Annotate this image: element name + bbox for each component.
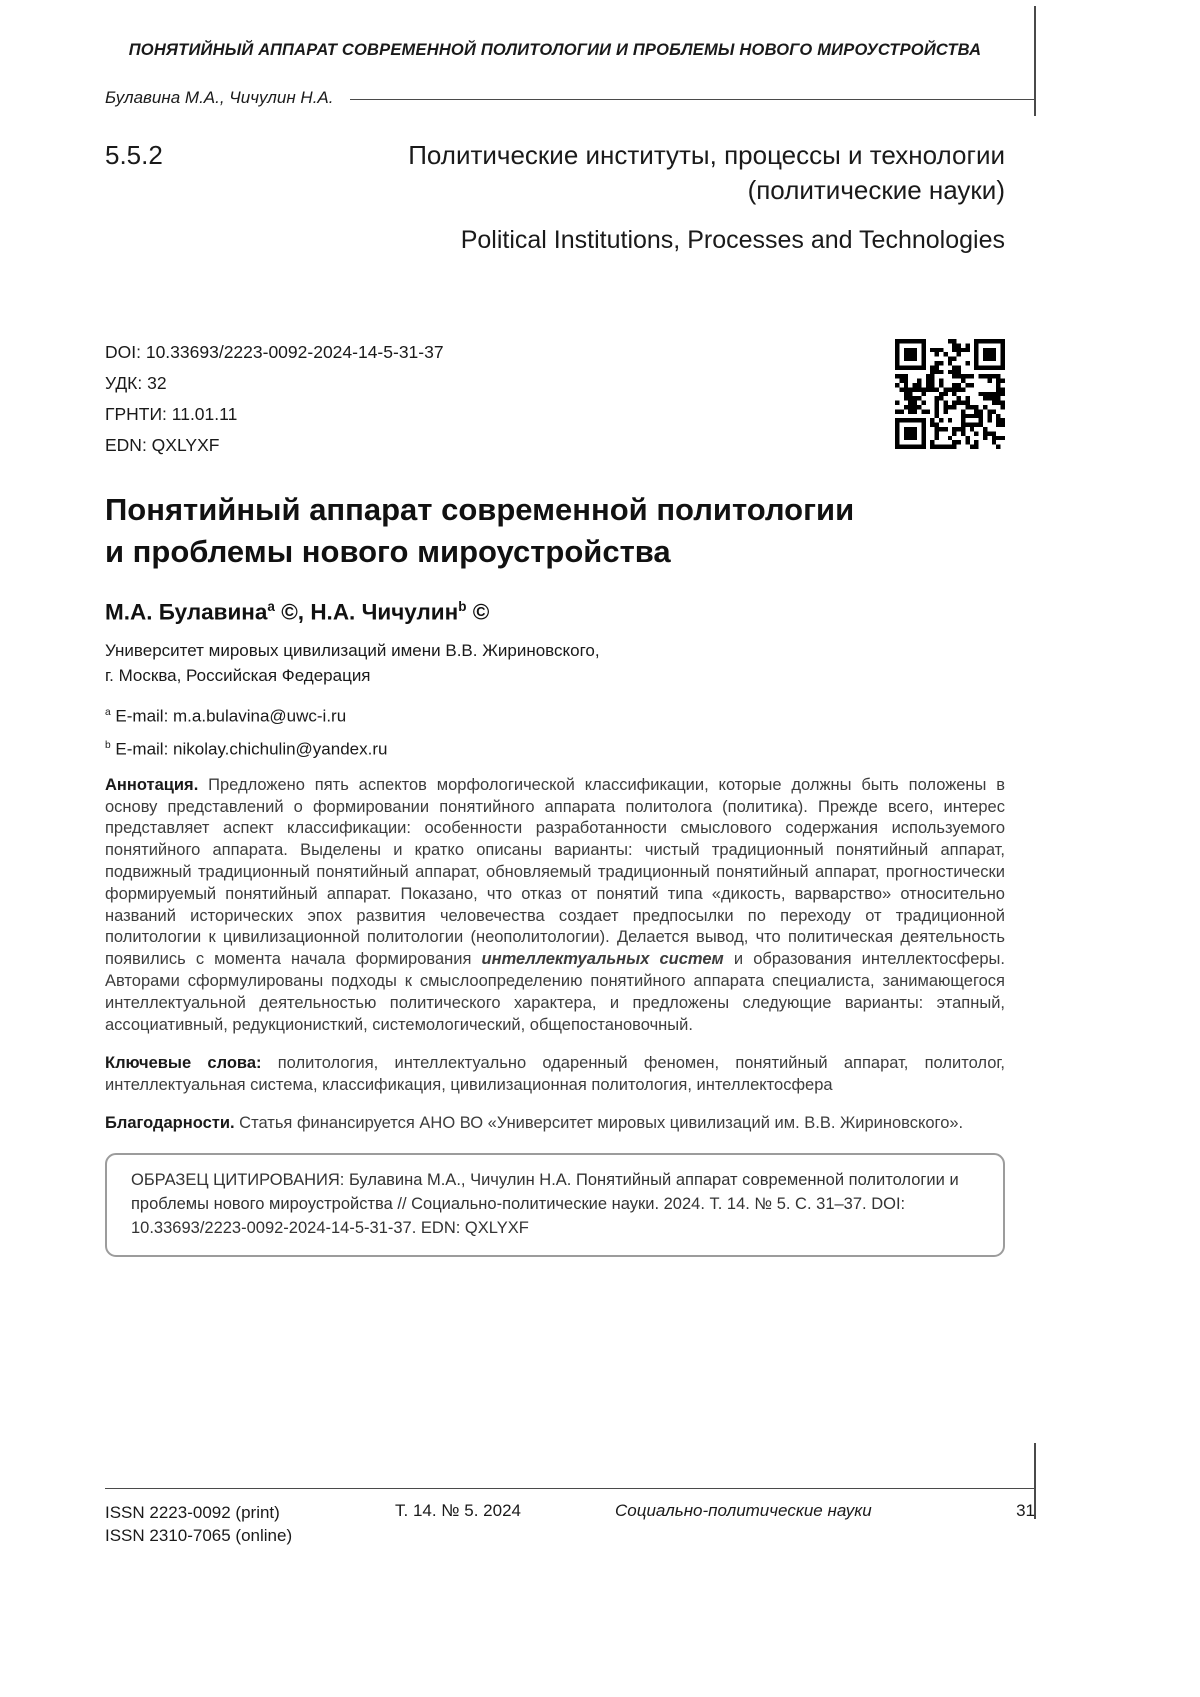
email-b-text: E-mail: nikolay.chichulin@yandex.ru	[115, 739, 388, 759]
affiliation	[105, 638, 1005, 688]
edn-line: EDN: QXLYXF	[105, 435, 220, 455]
affiliation-line1: Университет мировых цивилизаций имени В.В. Жириновского,	[105, 640, 600, 660]
footer-issn-block	[105, 1501, 395, 1547]
acknowledgments-label: Благодарности.	[105, 1113, 235, 1132]
section-number: 5.5.2	[105, 140, 163, 170]
footer-page-number: 31	[1016, 1501, 1035, 1520]
acknowledgments-paragraph	[105, 1113, 1005, 1135]
article-title-line2: и проблемы нового мироустройства	[105, 534, 671, 569]
issn-print: ISSN 2223-0092 (print)	[105, 1503, 280, 1522]
author-2-copyright: ©	[472, 599, 490, 625]
emails-block	[105, 698, 1005, 765]
email-line-a	[105, 698, 1005, 732]
abstract-paragraph	[105, 775, 1005, 1037]
section-title-ru-line1: Политические институты, процессы и технологии	[408, 140, 1005, 170]
article-meta-block	[105, 337, 1005, 461]
keywords-text: политология, интеллектуально одаренный феномен, понятийный аппарат, политолог, интеллектуальная система, классификация, цивилизационная политология, интеллектосфера	[105, 1053, 1005, 1094]
email-a-text: E-mail: m.a.bulavina@uwc-i.ru	[115, 706, 347, 726]
page-content	[105, 0, 1005, 1257]
author-2-affil-sup: b	[458, 599, 467, 614]
affiliation-line2: г. Москва, Российская Федерация	[105, 665, 371, 685]
page-authors: Булавина М.А., Чичулин Н.А.	[105, 88, 334, 107]
abstract-label: Аннотация.	[105, 775, 199, 794]
section-heading-row	[105, 138, 1005, 208]
abstract-text-italic: интеллектуальных систем	[481, 950, 724, 969]
abstract-text-part1: Предложено пять аспектов морфологической классификации, которые должны быть положены в основу представлений о формировании понятийного аппарата политолога (политика). Прежде всего, интерес представляет аспект классификации: особенности разработанности смыслового содержания используемого понятийного аппарата. Выделены и кратко описаны варианты: чистый традиционный понятийный аппарат, подвижный традиционный понятийный аппарат, обновляемый традиционный понятийный аппарат, прогностически формируемый понятийный аппарат. Показано, что отказ от понятий типа «дикость, варварство» относительно названий исторических эпох развития человечества создает предпосылки по переходу от традиционной политологии к цивилизационной политологии (неополитологии). Делается вывод, что политическая деятельность появились с момента начала формирования	[105, 775, 1005, 969]
article-meta-lines	[105, 337, 1005, 461]
abstract-text-part2: и образования интеллектосферы. Авторами сформулированы подходы к смыслоопределению понятийного аппарата специалиста, занимающегося интеллектуальной деятельностью политического характера, и предложены следующие варианты: этапный, ассоциативный, редукционисткий, системологический, общепостановочный.	[105, 950, 1005, 1034]
author-1-copyright: ©,	[281, 599, 305, 625]
email-line-b	[105, 731, 1005, 765]
issn-online: ISSN 2310-7065 (online)	[105, 1526, 293, 1545]
section-title-ru-line2: (политические науки)	[747, 175, 1005, 205]
grnti-line: ГРНТИ: 11.01.11	[105, 404, 238, 424]
email-b-sup: b	[105, 740, 111, 752]
footer-volume: Т. 14. № 5. 2024	[395, 1501, 521, 1520]
article-title-line1: Понятийный аппарат современной политологии	[105, 492, 855, 527]
article-title	[105, 489, 1005, 573]
citation-text: Булавина М.А., Чичулин Н.А. Понятийный аппарат современной политологии и проблемы нового мироустройства // Социально-политические науки. 2024. Т. 14. № 5. С. 31–37. DOI: 10.33693/2223-0092-2024-14-5-31-37. EDN: QXLYXF	[131, 1170, 959, 1237]
acknowledgments-text: Статья финансируется АНО ВО «Университет мировых цивилизаций им. В.В. Жириновского».	[239, 1113, 964, 1132]
udk-line: УДК: 32	[105, 373, 167, 393]
authors-header-row	[105, 88, 1035, 108]
qr-code	[895, 339, 1005, 449]
keywords-label: Ключевые слова:	[105, 1053, 262, 1072]
citation-box	[105, 1153, 1005, 1257]
author-1-affil-sup: a	[267, 599, 275, 614]
byline	[105, 599, 1005, 626]
author-1-name: М.А. Булавина	[105, 599, 268, 625]
running-header: ПОНЯТИЙНЫЙ АППАРАТ СОВРЕМЕННОЙ ПОЛИТОЛОГИИ И ПРОБЛЕМЫ НОВОГО МИРОУСТРОЙСТВА	[128, 41, 982, 59]
header-rule	[350, 99, 1036, 101]
footer	[105, 1488, 1035, 1547]
author-2-name: Н.А. Чичулин	[310, 599, 459, 625]
citation-label: ОБРАЗЕЦ ЦИТИРОВАНИЯ:	[131, 1170, 345, 1189]
footer-journal-title: Социально-политические науки	[615, 1501, 872, 1520]
email-a-sup: a	[105, 706, 111, 718]
section-title-ru	[408, 138, 1005, 208]
doi-line: DOI: 10.33693/2223-0092-2024-14-5-31-37	[105, 342, 444, 362]
keywords-paragraph	[105, 1053, 1005, 1097]
section-title-en: Political Institutions, Processes and Technologies	[460, 226, 1005, 254]
